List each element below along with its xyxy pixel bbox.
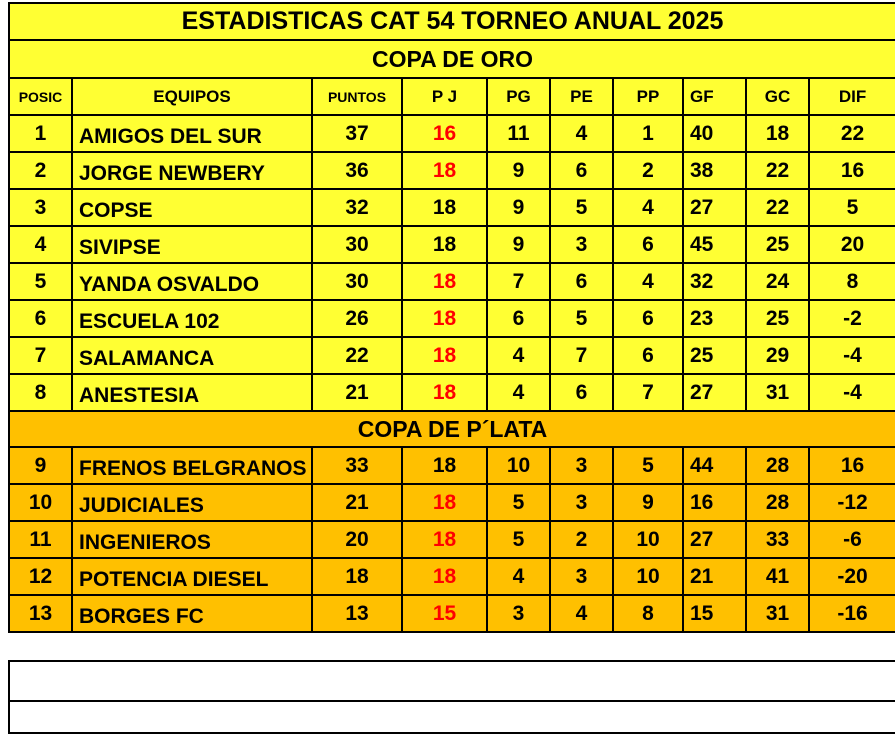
cell-gf: 44 xyxy=(683,447,746,484)
cell-pts: 32 xyxy=(312,189,402,226)
cell-pts: 33 xyxy=(312,447,402,484)
cell-pe: 6 xyxy=(550,152,613,189)
team-name: AMIGOS DEL SUR xyxy=(79,124,262,148)
team-name: BORGES FC xyxy=(79,604,204,628)
cell-pj: 18 xyxy=(402,189,487,226)
cell-pj: 16 xyxy=(402,115,487,152)
table-row xyxy=(9,263,895,300)
cell-pos: 10 xyxy=(9,484,72,521)
standings-table xyxy=(8,2,895,633)
cell-dif: -20 xyxy=(809,558,895,595)
cell-pe: 3 xyxy=(550,558,613,595)
cell-dif: 8 xyxy=(809,263,895,300)
cell-team xyxy=(72,595,312,632)
cell-pe: 6 xyxy=(550,263,613,300)
cell-dif: 20 xyxy=(809,226,895,263)
cell-gc: 29 xyxy=(746,337,809,374)
cell-dif: 16 xyxy=(809,152,895,189)
cell-pj: 18 xyxy=(402,300,487,337)
cell-pe: 3 xyxy=(550,484,613,521)
cell-dif: 22 xyxy=(809,115,895,152)
cell-gc: 28 xyxy=(746,447,809,484)
cell-pg: 9 xyxy=(487,152,550,189)
cell-pp: 5 xyxy=(613,447,683,484)
table-row xyxy=(9,595,895,632)
cell-pts: 21 xyxy=(312,374,402,411)
cell-pe: 2 xyxy=(550,521,613,558)
team-name: INGENIEROS xyxy=(79,530,211,554)
header-pe: PE xyxy=(550,78,613,115)
cell-dif: 16 xyxy=(809,447,895,484)
cell-pj: 18 xyxy=(402,374,487,411)
cell-pj: 18 xyxy=(402,337,487,374)
cell-team xyxy=(72,484,312,521)
cell-pg: 5 xyxy=(487,484,550,521)
cell-pj: 18 xyxy=(402,263,487,300)
cell-pos: 2 xyxy=(9,152,72,189)
cell-pts: 22 xyxy=(312,337,402,374)
blank-row xyxy=(8,700,895,734)
table-row xyxy=(9,374,895,411)
cell-pos: 7 xyxy=(9,337,72,374)
cell-pts: 36 xyxy=(312,152,402,189)
cell-pg: 11 xyxy=(487,115,550,152)
cell-pp: 6 xyxy=(613,337,683,374)
table-row xyxy=(9,300,895,337)
cell-gf: 27 xyxy=(683,374,746,411)
cell-pj: 15 xyxy=(402,595,487,632)
cell-pts: 30 xyxy=(312,226,402,263)
cell-gc: 22 xyxy=(746,189,809,226)
cell-gf: 38 xyxy=(683,152,746,189)
cell-gc: 33 xyxy=(746,521,809,558)
cell-pp: 10 xyxy=(613,558,683,595)
cell-pts: 26 xyxy=(312,300,402,337)
cell-pos: 12 xyxy=(9,558,72,595)
cell-pg: 7 xyxy=(487,263,550,300)
cell-gf: 27 xyxy=(683,521,746,558)
cell-gc: 31 xyxy=(746,595,809,632)
cell-pos: 5 xyxy=(9,263,72,300)
cell-gc: 22 xyxy=(746,152,809,189)
cell-gc: 24 xyxy=(746,263,809,300)
table-row xyxy=(9,337,895,374)
cell-team xyxy=(72,521,312,558)
page-title: ESTADISTICAS CAT 54 TORNEO ANUAL 2025 xyxy=(9,3,895,40)
cell-gf: 40 xyxy=(683,115,746,152)
cell-team xyxy=(72,189,312,226)
cell-team xyxy=(72,558,312,595)
cell-pj: 18 xyxy=(402,521,487,558)
cell-gc: 28 xyxy=(746,484,809,521)
cell-dif: -2 xyxy=(809,300,895,337)
cell-team xyxy=(72,115,312,152)
table-row xyxy=(9,521,895,558)
cell-pg: 9 xyxy=(487,226,550,263)
header-gc: GC xyxy=(746,78,809,115)
cell-team xyxy=(72,447,312,484)
cell-pe: 4 xyxy=(550,595,613,632)
cell-pts: 21 xyxy=(312,484,402,521)
cell-gf: 16 xyxy=(683,484,746,521)
header-puntos: PUNTOS xyxy=(312,78,402,115)
cell-pp: 2 xyxy=(613,152,683,189)
cell-pos: 6 xyxy=(9,300,72,337)
cell-pp: 8 xyxy=(613,595,683,632)
cell-pts: 18 xyxy=(312,558,402,595)
cell-team xyxy=(72,337,312,374)
cell-pos: 8 xyxy=(9,374,72,411)
header-pp: PP xyxy=(613,78,683,115)
cell-team xyxy=(72,226,312,263)
cell-gf: 23 xyxy=(683,300,746,337)
cell-pe: 7 xyxy=(550,337,613,374)
cell-pj: 18 xyxy=(402,484,487,521)
blank-footer-area xyxy=(8,660,895,725)
team-name: ANESTESIA xyxy=(79,383,200,407)
cell-gf: 21 xyxy=(683,558,746,595)
cell-pj: 18 xyxy=(402,226,487,263)
cell-pts: 13 xyxy=(312,595,402,632)
cell-pe: 3 xyxy=(550,447,613,484)
cell-pg: 4 xyxy=(487,374,550,411)
cell-pp: 9 xyxy=(613,484,683,521)
cell-pts: 37 xyxy=(312,115,402,152)
cell-pj: 18 xyxy=(402,152,487,189)
cell-pe: 3 xyxy=(550,226,613,263)
cell-gc: 18 xyxy=(746,115,809,152)
cell-pe: 4 xyxy=(550,115,613,152)
team-name: JUDICIALES xyxy=(79,493,204,517)
cell-pg: 3 xyxy=(487,595,550,632)
table-row xyxy=(9,226,895,263)
cell-pe: 5 xyxy=(550,300,613,337)
cell-gf: 27 xyxy=(683,189,746,226)
cell-pp: 6 xyxy=(613,226,683,263)
cell-pos: 13 xyxy=(9,595,72,632)
cell-pos: 11 xyxy=(9,521,72,558)
cell-pts: 20 xyxy=(312,521,402,558)
cell-pts: 30 xyxy=(312,263,402,300)
header-dif: DIF xyxy=(809,78,895,115)
cell-gf: 25 xyxy=(683,337,746,374)
cell-team xyxy=(72,263,312,300)
cell-pj: 18 xyxy=(402,558,487,595)
cell-pp: 4 xyxy=(613,189,683,226)
cell-gf: 32 xyxy=(683,263,746,300)
table-row xyxy=(9,152,895,189)
header-pj: P J xyxy=(402,78,487,115)
header-row xyxy=(9,78,895,115)
cell-pp: 4 xyxy=(613,263,683,300)
team-name: SALAMANCA xyxy=(79,346,215,370)
team-name: FRENOS BELGRANOS xyxy=(79,456,307,480)
team-name: POTENCIA DIESEL xyxy=(79,567,269,591)
header-posic: POSIC xyxy=(9,78,72,115)
cell-gc: 25 xyxy=(746,226,809,263)
cell-pg: 5 xyxy=(487,521,550,558)
cell-dif: -4 xyxy=(809,374,895,411)
cell-team xyxy=(72,300,312,337)
cell-pp: 6 xyxy=(613,300,683,337)
table-row xyxy=(9,558,895,595)
table-row xyxy=(9,484,895,521)
cell-team xyxy=(72,374,312,411)
cell-gc: 31 xyxy=(746,374,809,411)
cell-pos: 1 xyxy=(9,115,72,152)
cell-pe: 5 xyxy=(550,189,613,226)
table-row xyxy=(9,447,895,484)
header-equipos: EQUIPOS xyxy=(72,78,312,115)
cell-pp: 1 xyxy=(613,115,683,152)
cell-gf: 15 xyxy=(683,595,746,632)
cell-pg: 10 xyxy=(487,447,550,484)
team-name: SIVIPSE xyxy=(79,235,161,259)
team-name: ESCUELA 102 xyxy=(79,309,220,333)
cell-pe: 6 xyxy=(550,374,613,411)
cell-team xyxy=(72,152,312,189)
header-pg: PG xyxy=(487,78,550,115)
team-name: JORGE NEWBERY xyxy=(79,161,265,185)
blank-row xyxy=(8,660,895,702)
cell-pos: 9 xyxy=(9,447,72,484)
cell-pos: 4 xyxy=(9,226,72,263)
cell-pg: 4 xyxy=(487,558,550,595)
cell-pg: 4 xyxy=(487,337,550,374)
team-name: COPSE xyxy=(79,198,153,222)
team-name: YANDA OSVALDO xyxy=(79,272,260,296)
cell-pos: 3 xyxy=(9,189,72,226)
cell-pg: 6 xyxy=(487,300,550,337)
cell-pp: 10 xyxy=(613,521,683,558)
cell-pj: 18 xyxy=(402,447,487,484)
gold-section-title: COPA DE ORO xyxy=(9,40,895,78)
cell-pp: 7 xyxy=(613,374,683,411)
cell-dif: -4 xyxy=(809,337,895,374)
silver-section-title: COPA DE P´LATA xyxy=(9,411,895,447)
cell-gc: 41 xyxy=(746,558,809,595)
cell-gf: 45 xyxy=(683,226,746,263)
cell-gc: 25 xyxy=(746,300,809,337)
table-row xyxy=(9,189,895,226)
cell-dif: -12 xyxy=(809,484,895,521)
cell-pg: 9 xyxy=(487,189,550,226)
table-row xyxy=(9,115,895,152)
cell-dif: -16 xyxy=(809,595,895,632)
header-gf: GF xyxy=(683,78,746,115)
cell-dif: -6 xyxy=(809,521,895,558)
cell-dif: 5 xyxy=(809,189,895,226)
